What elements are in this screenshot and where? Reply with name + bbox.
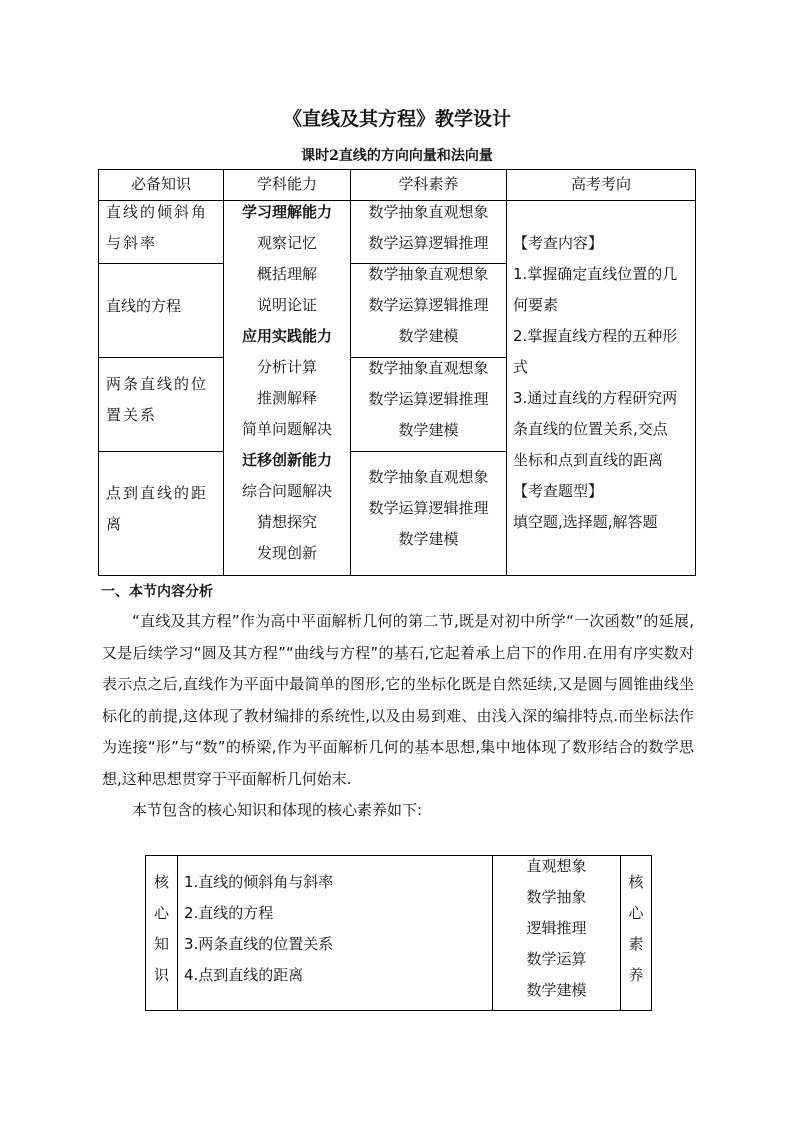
exam-line: 何要素 [513, 296, 559, 314]
knowledge-item: 4.点到直线的距离 [184, 966, 304, 984]
knowledge-line: 点到直线的距 [106, 484, 209, 502]
core-literacy-list [493, 851, 620, 1006]
knowledge-cell-4 [106, 478, 218, 540]
literacy-cell-4 [351, 462, 506, 555]
body-paragraph: “直线及其方程”作为高中平面解析几何的第二节,既是对初中所学“一次函数”的延展,又是后续学习“圆及其方程”“曲线与方程”的基石,它起着承上启下的作用.在用有序实数对表示点之后,直线作为平面中最简单的图形,它的坐标化既是自然延续,又是圆与圆锥曲线坐标化的前提,这体现了教材编排的系统性,以及由易到难、由浅入深的编排特点.而坐标法作为连接“形”与“数”的桥梁,作为平面解析几何的基本思想,集中地体现了数形结合的数学思想,这种思想贯穿于平面解析几何始末. [102, 612, 694, 788]
ability-item: 发现创新 [256, 544, 317, 562]
ability-category: 应用实践能力 [241, 327, 332, 345]
literacy-line: 数学运算逻辑推理 [368, 499, 489, 517]
header-ability: 学科能力 [256, 175, 317, 193]
header-knowledge: 必备知识 [130, 175, 191, 193]
exam-cell [513, 228, 693, 538]
literacy-line: 数学抽象直观想象 [368, 203, 489, 221]
literacy-line: 数学建模 [398, 327, 459, 345]
ability-item: 猜想探究 [256, 513, 317, 531]
knowledge-line: 置关系 [106, 406, 158, 424]
knowledge-item: 3.两条直线的位置关系 [184, 935, 334, 953]
ability-item: 说明论证 [256, 296, 317, 314]
literacy-line: 数学抽象直观想象 [368, 468, 489, 486]
ability-item: 概括理解 [256, 265, 317, 283]
exam-line: 3.通过直线的方程研究两 [513, 389, 678, 407]
intro-paragraph: 本节包含的核心知识和体现的核心素养如下: [132, 801, 423, 819]
knowledge-item: 2.直线的方程 [184, 904, 274, 922]
literacy-item: 数学抽象 [526, 888, 587, 906]
exam-line: 1.掌握确定直线位置的几 [513, 265, 678, 283]
ability-item: 推测解释 [256, 389, 317, 407]
page-title: 《直线及其方程》教学设计 [282, 108, 511, 130]
knowledge-line: 直线的方程 [106, 297, 182, 315]
section-heading: 一、本节内容分析 [101, 584, 213, 600]
literacy-line: 数学运算逻辑推理 [368, 296, 489, 314]
exam-line: 坐标和点到直线的距离 [513, 451, 664, 469]
literacy-line: 数学抽象直观想象 [368, 265, 489, 283]
label-char: 识 [153, 966, 169, 984]
label-char: 养 [628, 966, 644, 984]
knowledge-cell-2 [106, 291, 218, 322]
core-knowledge-label [146, 867, 177, 991]
exam-line: 条直线的位置关系,交点 [513, 420, 668, 438]
literacy-cell-2 [351, 259, 506, 352]
literacy-item: 逻辑推理 [526, 919, 587, 937]
knowledge-line: 与斜率 [106, 234, 158, 252]
literacy-line: 数学建模 [398, 530, 459, 548]
label-char: 心 [628, 904, 644, 922]
literacy-line: 数学运算逻辑推理 [368, 390, 489, 408]
knowledge-line: 两条直线的位 [106, 375, 209, 393]
literacy-item: 数学建模 [526, 981, 587, 999]
header-literacy: 学科素养 [398, 175, 459, 193]
knowledge-cell-3 [106, 369, 218, 431]
knowledge-item: 1.直线的倾斜角与斜率 [184, 873, 334, 891]
core-knowledge-list [184, 867, 489, 991]
ability-item: 简单问题解决 [241, 420, 332, 438]
knowledge-line: 直线的倾斜角 [106, 203, 209, 221]
literacy-line: 数学抽象直观想象 [368, 359, 489, 377]
ability-item: 分析计算 [256, 358, 317, 376]
ability-category: 迁移创新能力 [241, 451, 332, 469]
literacy-line: 数学建模 [398, 421, 459, 439]
exam-line: 式 [513, 358, 529, 376]
literacy-cell-1 [351, 197, 506, 259]
ability-item: 综合问题解决 [241, 482, 332, 500]
literacy-cell-3 [351, 353, 506, 446]
knowledge-cell-1 [106, 197, 218, 259]
page-subtitle: 课时2直线的方向向量和法向量 [301, 148, 493, 164]
label-char: 核 [628, 873, 644, 891]
label-char: 知 [153, 935, 169, 953]
exam-line: 2.掌握直线方程的五种形 [513, 327, 678, 345]
knowledge-line: 离 [106, 515, 124, 533]
ability-item: 观察记忆 [256, 234, 317, 252]
label-char: 核 [153, 873, 169, 891]
label-char: 心 [153, 904, 169, 922]
ability-category: 学习理解能力 [241, 203, 332, 221]
ability-list [224, 197, 350, 569]
header-exam: 高考考向 [570, 175, 631, 193]
exam-line: 【考查内容】 [513, 234, 604, 252]
literacy-item: 数学运算 [526, 950, 587, 968]
label-char: 素 [628, 935, 644, 953]
exam-line: 填空题,选择题,解答题 [513, 513, 658, 531]
core-literacy-label [621, 867, 651, 991]
literacy-line: 数学运算逻辑推理 [368, 234, 489, 252]
literacy-item: 直观想象 [526, 857, 587, 875]
exam-line: 【考查题型】 [513, 482, 604, 500]
